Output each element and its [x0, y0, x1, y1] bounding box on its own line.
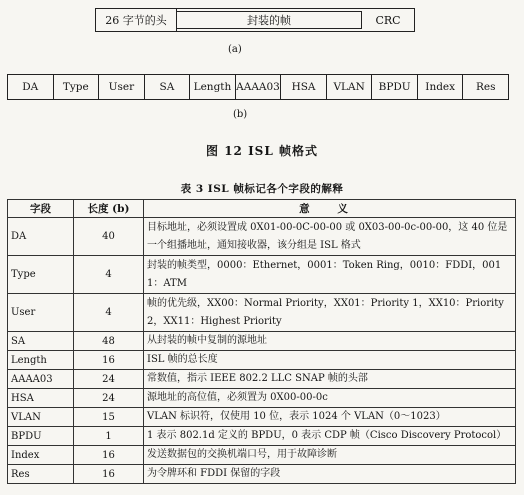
row-length: 48: [74, 332, 144, 351]
row-field: Index: [8, 446, 74, 465]
frame-diagram-b: [7, 74, 509, 100]
table-row: [8, 351, 516, 370]
row-desc: 发送数据包的交换机端口号，用于故障诊断: [144, 446, 516, 465]
row-length: 4: [74, 256, 144, 294]
header-field: 26 字节的头: [96, 9, 177, 31]
field-da: DA: [8, 75, 54, 99]
row-length: 16: [74, 446, 144, 465]
header-field-name: 字段: [8, 200, 74, 218]
table-row: [8, 256, 516, 294]
table-row: [8, 389, 516, 408]
row-length: 15: [74, 408, 144, 427]
row-desc: VLAN 标识符，仅使用 10 位，表示 1024 个 VLAN（0～1023）: [144, 408, 516, 427]
row-field: VLAN: [8, 408, 74, 427]
row-length: 24: [74, 370, 144, 389]
field-index: Index: [418, 75, 464, 99]
row-desc: 源地址的高位值，必须置为 0X00-00-0c: [144, 389, 516, 408]
row-length: 16: [74, 351, 144, 370]
row-field: BPDU: [8, 427, 74, 446]
field-length: Length: [190, 75, 236, 99]
table-header-row: [8, 200, 516, 218]
field-vlan: VLAN: [327, 75, 373, 99]
row-length: 16: [74, 465, 144, 484]
table-row: [8, 408, 516, 427]
frame-diagram-a: [95, 8, 415, 32]
crc-field: CRC: [375, 13, 401, 27]
row-field: AAAA03: [8, 370, 74, 389]
row-desc: 常数值，指示 IEEE 802.2 LLC SNAP 帧的头部: [144, 370, 516, 389]
row-desc: ISL 帧的总长度: [144, 351, 516, 370]
header-meaning: 意 义: [144, 200, 516, 218]
table-title: 表 3 ISL 帧标记各个字段的解释: [180, 183, 344, 195]
isl-field-table: [7, 199, 516, 484]
figure-title: 图 12 ISL 帧格式: [206, 144, 318, 158]
row-length: 40: [74, 218, 144, 256]
table-row: [8, 427, 516, 446]
row-field: User: [8, 294, 74, 332]
row-length: 1: [74, 427, 144, 446]
row-field: SA: [8, 332, 74, 351]
table-row: [8, 294, 516, 332]
table-row: [8, 446, 516, 465]
row-field: Length: [8, 351, 74, 370]
field-hsa: HSA: [281, 75, 327, 99]
row-field: Res: [8, 465, 74, 484]
row-desc: 为令牌环和 FDDI 保留的字段: [144, 465, 516, 484]
row-field: Type: [8, 256, 74, 294]
row-field: HSA: [8, 389, 74, 408]
caption-b: (b): [233, 109, 248, 120]
row-length: 24: [74, 389, 144, 408]
table-row: [8, 370, 516, 389]
table-row: [8, 465, 516, 484]
row-desc: 封装的帧类型，0000：Ethernet，0001：Token Ring，0010：FDDI，0011：ATM: [144, 256, 516, 294]
row-field: DA: [8, 218, 74, 256]
row-desc: 从封装的帧中复制的源地址: [144, 332, 516, 351]
payload-field: 封装的帧: [177, 11, 362, 29]
field-bpdu: BPDU: [372, 75, 418, 99]
field-type: Type: [54, 75, 100, 99]
header-length: 长度 (b): [74, 200, 144, 218]
field-res: Res: [475, 81, 496, 93]
table-row: [8, 332, 516, 351]
row-desc: 1 表示 802.1d 定义的 BPDU，0 表示 CDP 帧（Cisco Discovery Protocol）: [144, 427, 516, 446]
table-row: [8, 218, 516, 256]
row-desc: 帧的优先级，XX00：Normal Priority，XX01：Priority 1，XX10：Priority 2，XX11：Highest Priority: [144, 294, 516, 332]
field-sa: SA: [145, 75, 191, 99]
row-length: 4: [74, 294, 144, 332]
row-desc: 目标地址，必须设置成 0X01-00-0C-00-00 或 0X03-00-0c-00-00，这 40 位是一个组播地址，通知接收器，该分组是 ISL 格式: [144, 218, 516, 256]
field-aaaa03: AAAA03: [236, 75, 282, 99]
field-user: User: [99, 75, 145, 99]
caption-a: (a): [228, 44, 242, 55]
